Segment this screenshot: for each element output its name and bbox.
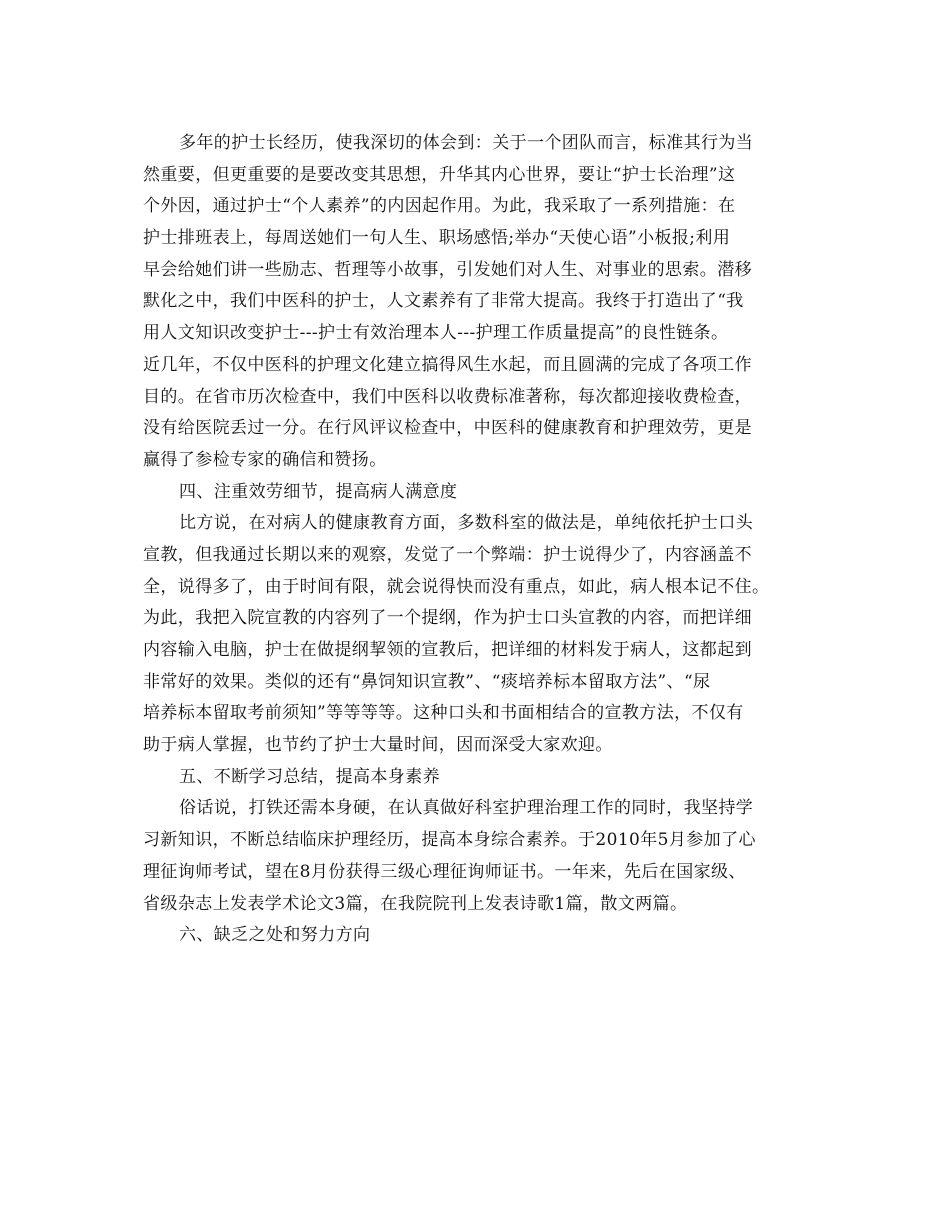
text-line: 省级杂志上发表学术论文3篇，在我院院刊上发表诗歌1篇，散文两篇。 xyxy=(143,893,688,914)
text-line: 六、缺乏之处和努力方向 xyxy=(179,925,371,946)
document-body xyxy=(143,128,808,952)
text-line: 全，说得多了，由于时间有限，就会说得快而没有重点，如此，病人根本记不住。 xyxy=(143,576,770,597)
text-line: 为此，我把入院宣教的内容列了一个提纲，作为护士口头宣教的内容，而把详细 xyxy=(143,608,752,629)
text-line: 习新知识，不断总结临床护理经历，提高本身综合素养。于2010年5月参加了心 xyxy=(143,830,756,851)
text-line: 多年的护士长经历，使我深切的体会到：关于一个团队而言，标准其行为当 xyxy=(179,133,754,153)
text-line: 近几年，不仅中医科的护理文化建立搞得风生水起，而且圆满的完成了各项工作 xyxy=(143,354,752,375)
text-line: 比方说，在对病人的健康教育方面，多数科室的做法是，单纯依托护士口头 xyxy=(179,513,754,534)
text-line: 个外因，通过护士“个人素养”的内因起作用。为此，我采取了一系列措施：在 xyxy=(143,196,736,217)
text-line: 非常好的效果。类似的还有“鼻饲知识宣教”、“痰培养标本留取方法”、“尿 xyxy=(143,671,711,692)
text-line: 四、注重效劳细节，提高病人满意度 xyxy=(179,481,458,502)
text-line: 理征询师考试，望在8月份获得三级心理征询师证书。一年来，先后在国家级、 xyxy=(143,861,746,882)
text-line: 宣教，但我通过长期以来的观察，发觉了一个弊端：护士说得少了，内容涵盖不 xyxy=(143,544,752,565)
text-line: 默化之中，我们中医科的护士，人文素养有了非常大提高。我终于打造出了“我 xyxy=(143,291,744,312)
text-line: 内容输入电脑，护士在做提纲挈领的宣教后，把详细的材料发于病人，这都起到 xyxy=(143,640,752,660)
text-line: 俗话说，打铁还需本身硬，在认真做好科室护理治理工作的同时，我坚持学 xyxy=(179,798,754,819)
text-line: 然重要，但更重要的是要改变其思想，升华其内心世界，要让“护士长治理”这 xyxy=(143,164,736,185)
text-line: 没有给医院丢过一分。在行风评议检查中，中医科的健康教育和护理效劳，更是 xyxy=(143,418,752,439)
text-line: 护士排班表上，每周送她们一句人生、职场感悟;举办“天使心语”小板报;利用 xyxy=(143,228,731,249)
text-line: 早会给她们讲一些励志、哲理等小故事，引发她们对人生、对事业的思索。潜移 xyxy=(143,259,752,280)
text-line: 用人文知识改变护士---护士有效治理本人---护理工作质量提高”的良性链条。 xyxy=(143,323,729,344)
text-line: 助于病人掌握，也节约了护士大量时间，因而深受大家欢迎。 xyxy=(143,735,613,756)
text-line: 目的。在省市历次检查中，我们中医科以收费标准著称，每次都迎接收费检查， xyxy=(143,386,752,407)
text-line: 培养标本留取考前须知”等等等等。这种口头和书面相结合的宣教方法，不仅有 xyxy=(143,703,744,724)
text-line: 五、不断学习总结，提高本身素养 xyxy=(179,766,440,787)
text-line: 赢得了参检专家的确信和赞扬。 xyxy=(143,449,387,470)
